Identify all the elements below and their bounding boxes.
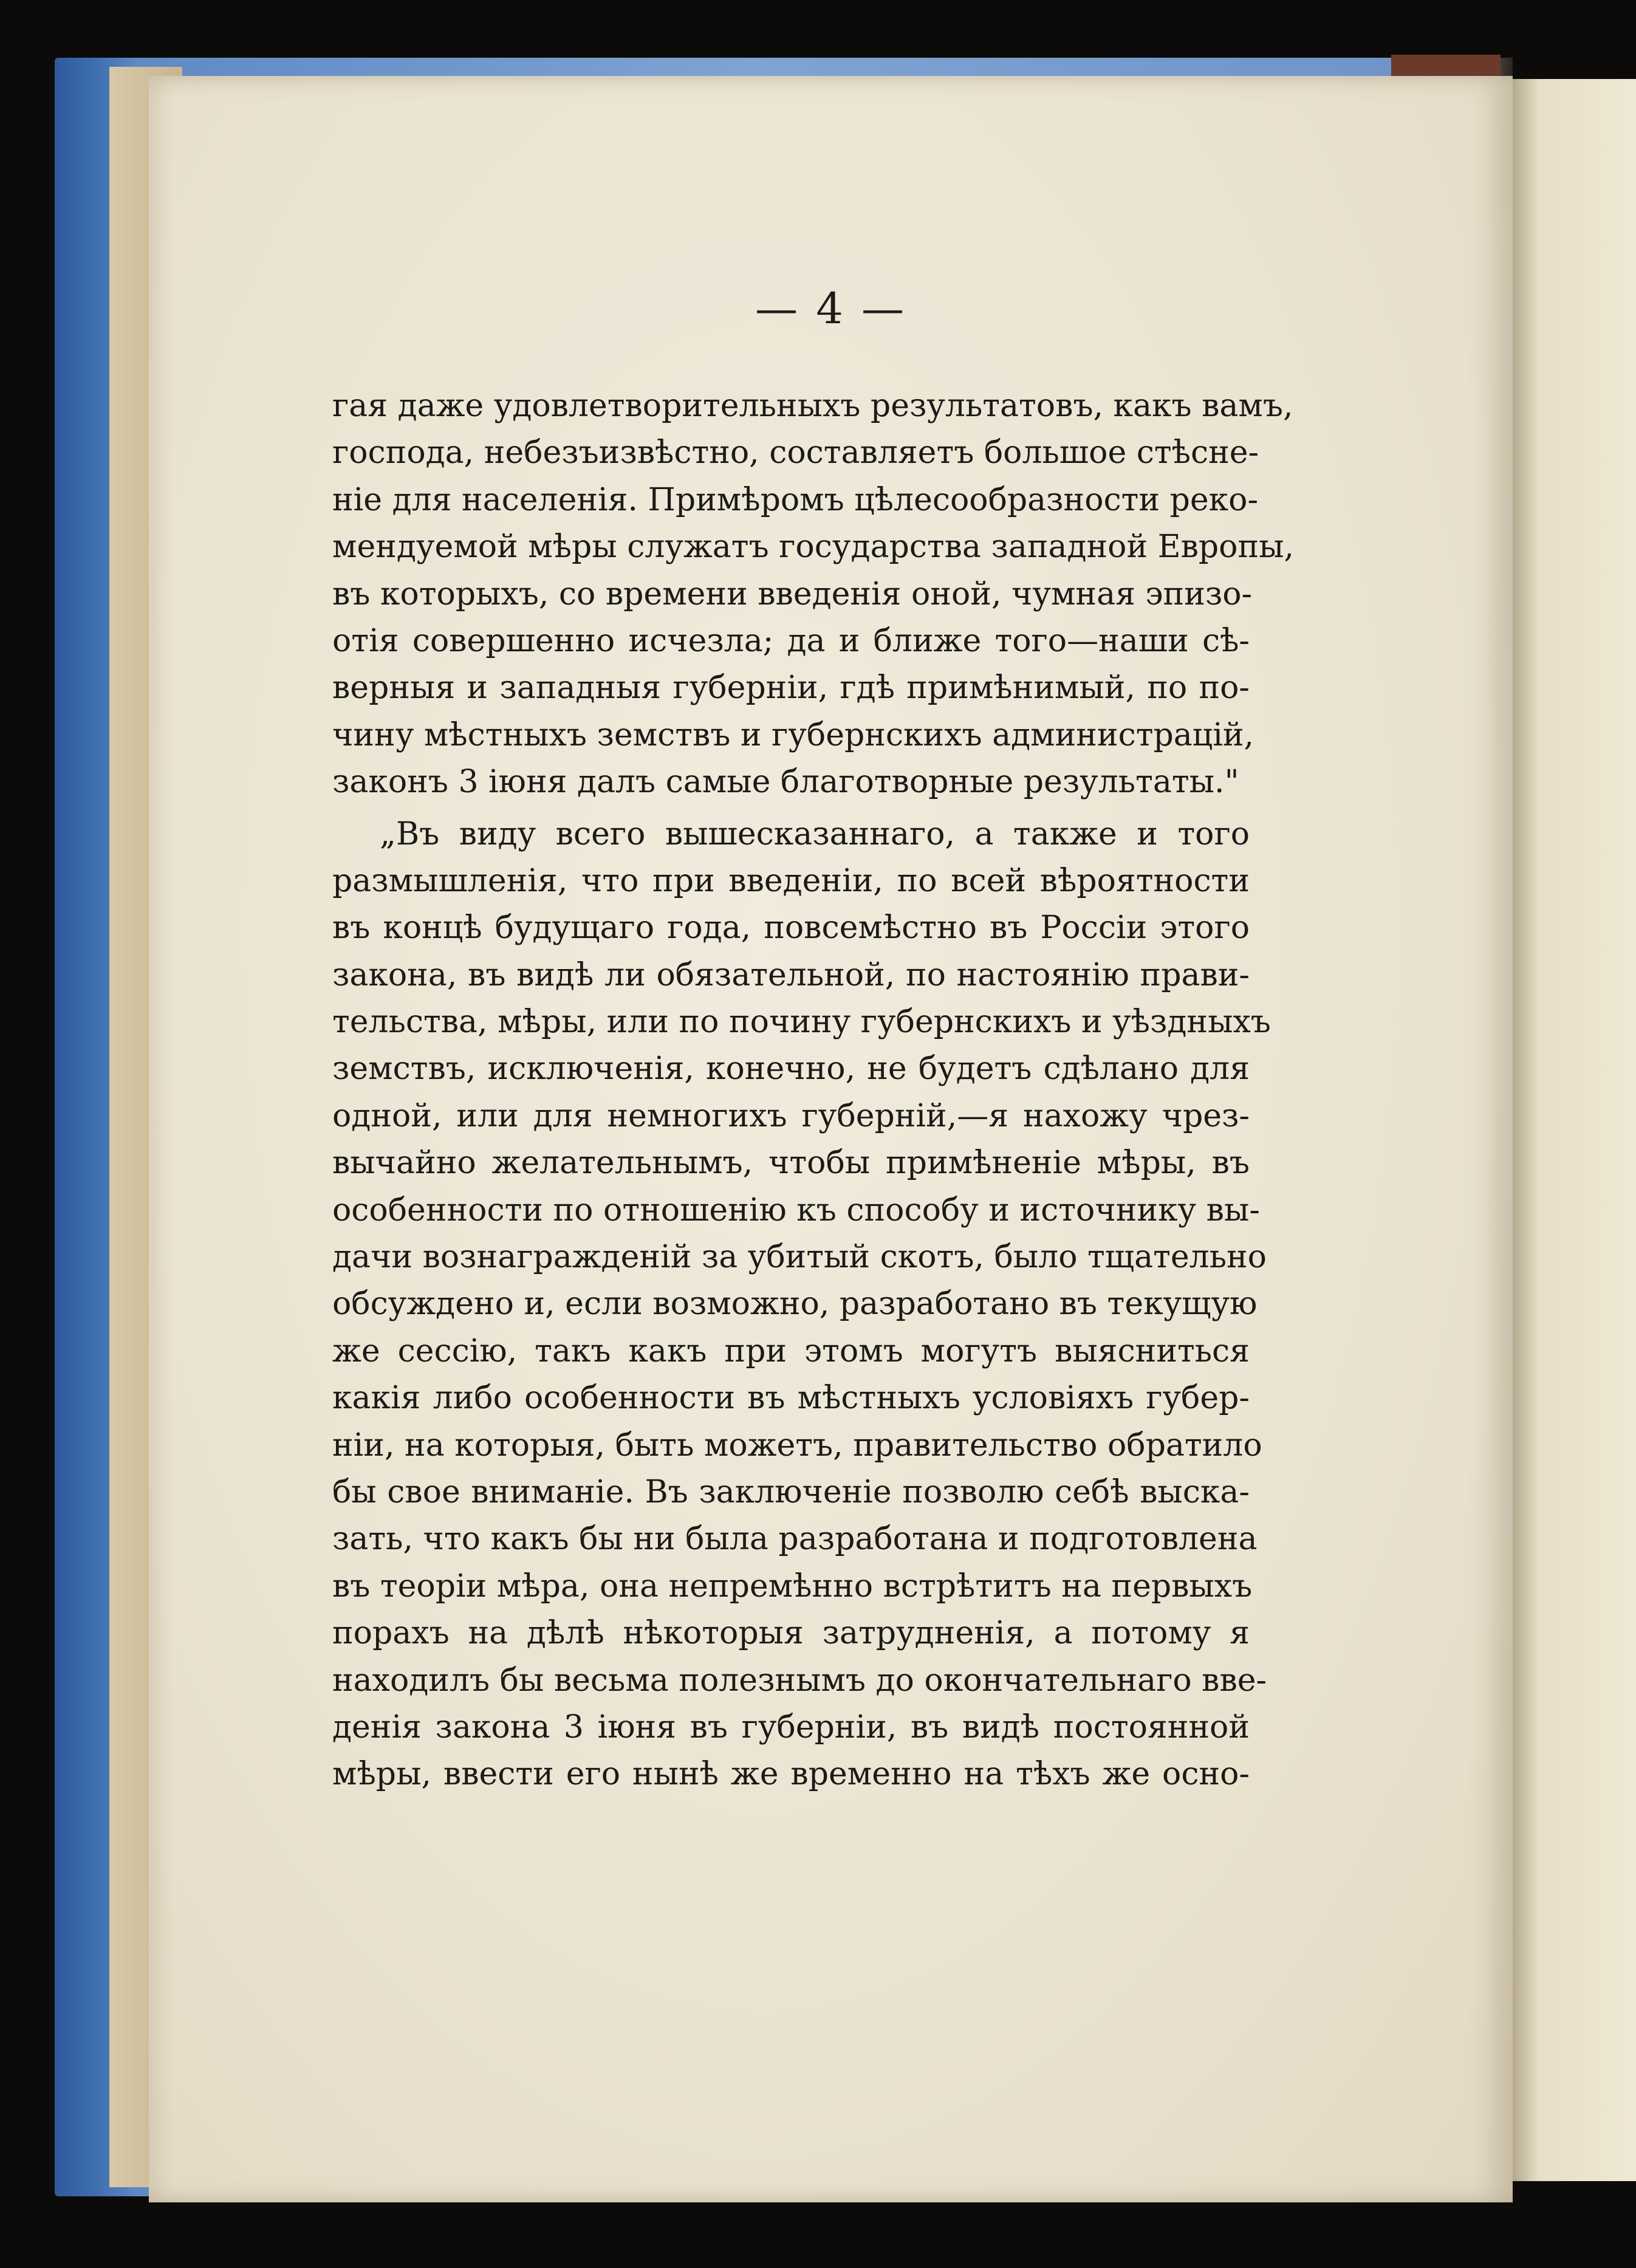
text-line: гая даже удовлетворительныхъ результатовъ, какъ вамъ, xyxy=(332,388,1293,424)
text-line: въ которыхъ, со времени введенія оной, чумная эпизо- xyxy=(332,575,1253,612)
text-line: находилъ бы весьма полезнымъ до окончательнаго вве- xyxy=(332,1662,1267,1699)
text-line: размышленія, что при введеніи, по всей вѣроятности xyxy=(332,862,1250,899)
text-line: ніи, на которыя, быть можетъ, правительство обратило xyxy=(332,1427,1262,1464)
text-line: какія либо особенности въ мѣстныхъ условіяхъ губер- xyxy=(332,1380,1250,1417)
text-line: же сессію, такъ какъ при этомъ могутъ выясниться xyxy=(332,1332,1250,1369)
text-line: въ концѣ будущаго года, повсемѣстно въ Россіи этого xyxy=(332,910,1250,947)
text-line: бы свое вниманіе. Въ заключеніе позволю себѣ выска- xyxy=(332,1473,1250,1510)
text-line: вычайно желательнымъ, чтобы примѣненіе мѣры, въ xyxy=(332,1145,1250,1182)
text-line: чину мѣстныхъ земствъ и губернскихъ администрацій, xyxy=(332,716,1254,753)
text-line: господа, небезъизвѣстно, составляетъ большое стѣсне- xyxy=(332,434,1259,471)
text-line: тельства, мѣры, или по почину губернскихъ и уѣздныхъ xyxy=(332,1004,1271,1041)
text-line: въ теоріи мѣра, она непремѣнно встрѣтитъ на первыхъ xyxy=(332,1567,1253,1605)
adjacent-page xyxy=(1507,79,1636,2181)
text-line: мѣры, ввести его нынѣ же временно на тѣхъ же осно- xyxy=(332,1756,1250,1793)
text-line: особенности по отношенію къ способу и источнику вы- xyxy=(332,1191,1260,1228)
page-number: — 4 — xyxy=(755,284,907,334)
book-page xyxy=(149,76,1513,2202)
binding-corner-top xyxy=(1391,55,1501,79)
text-line: обсуждено и, если возможно, разработано въ текущую xyxy=(332,1286,1258,1323)
text-line: отія совершенно исчезла; да и ближе того—наши сѣ- xyxy=(332,622,1250,659)
text-line: зать, что какъ бы ни была разработана и подготовлена xyxy=(332,1521,1258,1558)
text-line: одной, или для немногихъ губерній,—я нахожу чрез- xyxy=(332,1097,1250,1134)
text-line: „Въ виду всего вышесказаннаго, а также и того xyxy=(380,815,1250,852)
text-line: дачи вознагражденій за убитый скотъ, было тщательно xyxy=(332,1239,1267,1276)
paragraph-2 xyxy=(332,811,1271,1798)
text-line: законъ 3 іюня далъ самые благотворные результаты." xyxy=(332,764,1239,801)
text-line: денія закона 3 іюня въ губерніи, въ видѣ постоянной xyxy=(332,1708,1250,1746)
text-line: земствъ, исключенія, конечно, не будетъ сдѣлано для xyxy=(332,1050,1250,1088)
text-line: порахъ на дѣлѣ нѣкоторыя затрудненія, а потому я xyxy=(332,1615,1250,1652)
text-line: ніе для населенія. Примѣромъ цѣлесообразности реко- xyxy=(332,481,1259,518)
body-text xyxy=(332,383,1295,1798)
paragraph-1 xyxy=(332,383,1295,806)
text-line: верныя и западныя губерніи, гдѣ примѣнимый, по по- xyxy=(332,670,1250,707)
paragraph-gap xyxy=(332,806,1250,811)
text-line: закона, въ видѣ ли обязательной, по настоянію прави- xyxy=(332,956,1250,993)
text-line: мендуемой мѣры служатъ государства западной Европы, xyxy=(332,529,1295,566)
